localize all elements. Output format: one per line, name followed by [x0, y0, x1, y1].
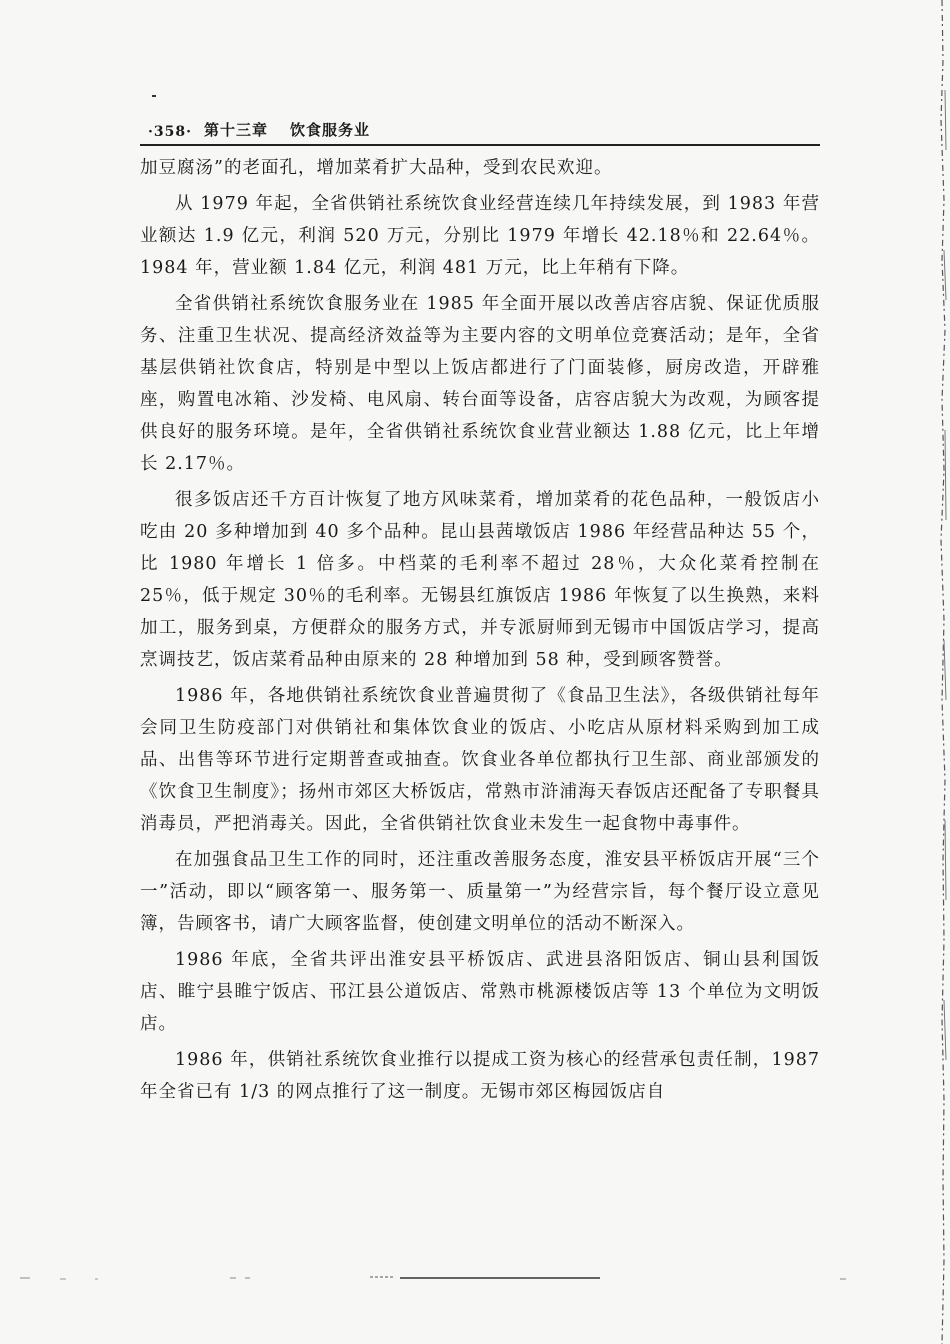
chapter-title: 饮食服务业 — [290, 121, 371, 139]
paragraph-2: 从 1979 年起，全省供销社系统饮食业经营连续几年持续发展，到 1983 年营业额达 1.9 亿元，利润 520 万元，分别比 1979 年增长 42.18％和 22.64％。1984 年，营业额 1.84 亿元，利润 481 万元，比上年稍有下降。 — [140, 194, 820, 278]
paragraph-7: 1986 年底，全省共评出淮安县平桥饭店、武进县洛阳饭店、铜山县利国饭店、睢宁县睢宁饭店、邗江县公道饭店、常熟市桃源楼饭店等 13 个单位为文明饭店。 — [140, 950, 820, 1034]
paragraph-4: 很多饭店还千方百计恢复了地方风味菜肴，增加菜肴的花色品种，一般饭店小吃由 20 多种增加到 40 多个品种。昆山县茜墩饭店 1986 年经营品种达 55 个，比 1980 年增长 1 倍多。中档菜的毛利率不超过 28％，大众化菜肴控制在 25％，低于规定 30％的毛利率。无锡县红旗饭店 1986 年恢复了以生换熟，来料加工，服务到桌，方便群众的服务方式，并专派厨师到无锡市中国饭店学习，提高烹调技艺，饭店菜肴品种由原来的 28 种增加到 58 种，受到顾客赞誉。 — [140, 490, 820, 670]
body-text — [140, 152, 820, 1112]
header-rule — [140, 144, 820, 146]
paragraph-8: 1986 年，供销社系统饮食业推行以提成工资为核心的经营承包责任制，1987 年全省已有 1/3 的网点推行了这一制度。无锡市郊区梅园饭店自 — [140, 1050, 820, 1102]
paragraph-3: 全省供销社系统饮食服务业在 1985 年全面开展以改善店容店貌、保证优质服务、注重卫生状况、提高经济效益等为主要内容的文明单位竞赛活动；是年，全省基层供销社饮食店，特别是中型以上饭店都进行了门面装修，厨房改造，开辟雅座，购置电冰箱、沙发椅、电风扇、转台面等设备，店容店貌大为改观，为顾客提供良好的服务环境。是年，全省供销社系统饮食业营业额达 1.88 亿元，比上年增长 2.17％。 — [140, 294, 820, 474]
chapter-label: 第十三章 — [203, 121, 268, 139]
running-header — [148, 110, 818, 140]
scan-dot — [152, 95, 156, 97]
page-number: ·358· — [148, 124, 192, 140]
paragraph-1: 加豆腐汤”的老面孔，增加菜肴扩大品种，受到农民欢迎。 — [140, 158, 613, 178]
paragraph-6: 在加强食品卫生工作的同时，还注重改善服务态度，淮安县平桥饭店开展“三个一”活动，即以“顾客第一、服务第一、质量第一”为经营宗旨，每个餐厅设立意见簿，告顾客书，请广大顾客监督，使创建文明单位的活动不断深入。 — [140, 850, 820, 934]
scan-bottom-marks — [0, 1270, 950, 1290]
scan-edge-shadow — [934, 0, 948, 1344]
paragraph-5: 1986 年，各地供销社系统饮食业普遍贯彻了《食品卫生法》，各级供销社每年会同卫生防疫部门对供销社和集体饮食业的饭店、小吃店从原材料采购到加工成品、出售等环节进行定期普查或抽查。饮食业各单位都执行卫生部、商业部颁发的《饮食卫生制度》；扬州市郊区大桥饭店，常熟市浒浦海天春饭店还配备了专职餐具消毒员，严把消毒关。因此，全省供销社饮食业未发生一起食物中毒事件。 — [140, 686, 820, 834]
